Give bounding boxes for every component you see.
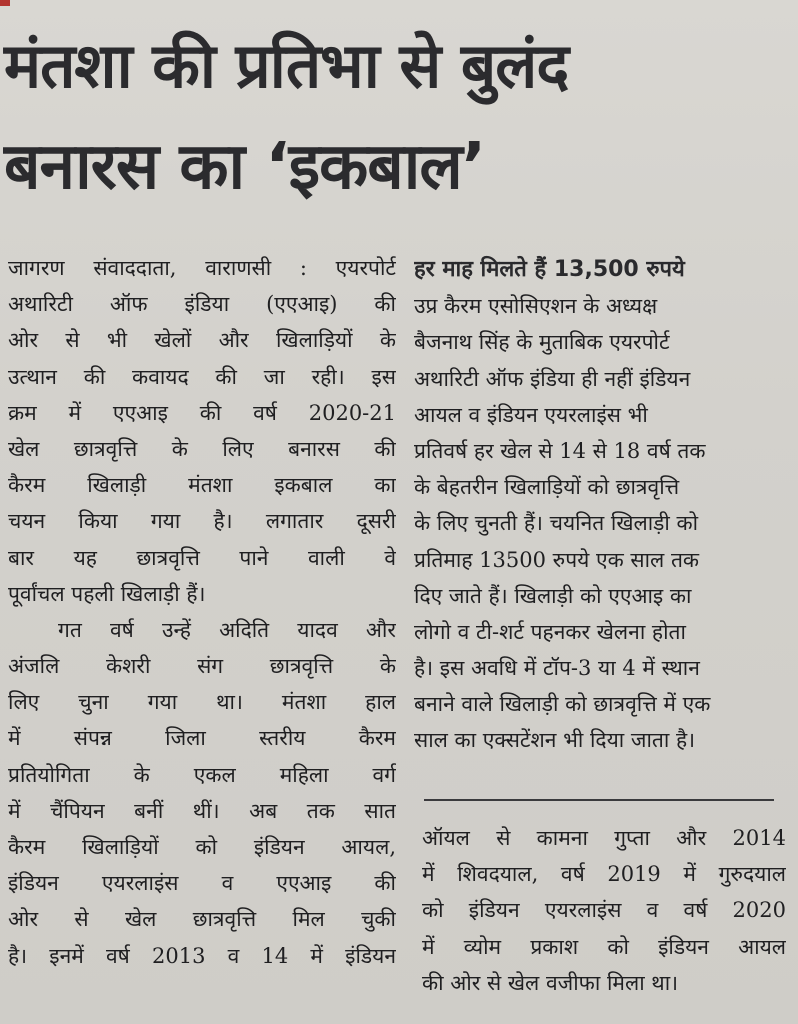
subheading: हर माह मिलते हैं 13,500 रुपये <box>414 257 685 282</box>
article-line: की ओर से खेल वजीफा मिला था। <box>422 970 679 995</box>
article-line: ओर से खेल छात्रवृत्ति मिल चुकी <box>8 907 396 932</box>
red-print-mark <box>0 0 10 6</box>
article-line: गत वर्ष उन्हें अदिति यादव और <box>58 617 396 642</box>
article-line: चयन किया गया है। लगातार दूसरी <box>8 509 396 534</box>
article-line: अथारिटी ऑफ इंडिया ही नहीं इंडियन <box>414 366 691 391</box>
article-line: अथारिटी ऑफ इंडिया (एएआइ) की <box>8 292 396 317</box>
article-line: क्रम में एएआइ की वर्ष 2020-21 <box>8 400 396 425</box>
article-line: साल का एक्सटेंशन भी दिया जाता है। <box>414 728 696 753</box>
article-line: में शिवदयाल, वर्ष 2019 में गुरुदयाल <box>422 862 786 887</box>
article-line: के लिए चुनती हैं। चयनित खिलाड़ी को <box>414 511 699 536</box>
article-line: में व्योम प्रकाश को इंडियन आयल <box>422 934 786 959</box>
article-line: उत्थान की कवायद की जा रही। इस <box>8 364 396 389</box>
article-line: ऑयल से कामना गुप्ता और 2014 <box>422 826 786 850</box>
headline-line-2: बनारस का ‘इकबाल’ <box>4 130 486 204</box>
article-line: उप्र कैरम एसोसिएशन के अध्यक्ष <box>414 294 658 319</box>
right-article-column <box>414 252 786 759</box>
article-line: बनाने वाले खिलाड़ी को छात्रवृत्ति में एक <box>414 692 711 717</box>
article-line: बैजनाथ सिंह के मुताबिक एयरपोर्ट <box>414 330 670 355</box>
article-line: प्रतिवर्ष हर खेल से 14 से 18 वर्ष तक <box>414 438 706 463</box>
article-line: आयल व इंडियन एयरलाइंस भी <box>414 402 648 427</box>
article-line: लोगो व टी-शर्ट पहनकर खेलना होता <box>414 619 686 644</box>
article-line: कैरम खिलाड़ी मंतशा इकबाल का <box>8 473 396 498</box>
article-line: है। इस अवधि में टॉप-3 या 4 में स्थान <box>414 656 700 681</box>
article-line: के बेहतरीन खिलाड़ियों को छात्रवृत्ति <box>414 475 680 500</box>
article-line: है। इनमें वर्ष 2013 व 14 में इंडियन <box>8 943 396 968</box>
article-line: में संपन्न जिला स्तरीय कैरम <box>8 726 396 751</box>
article-line: लिए चुना गया था। मंतशा हाल <box>8 690 396 715</box>
article-line: खेल छात्रवृत्ति के लिए बनारस की <box>8 436 396 461</box>
article-line: पूर्वांचल पहली खिलाड़ी हैं। <box>8 581 206 606</box>
article-line: दिए जाते हैं। खिलाड़ी को एएआइ का <box>414 583 692 608</box>
article-line: कैरम खिलाड़ियों को इंडियन आयल, <box>8 835 396 859</box>
article-line: जागरण संवाददाता, वाराणसी : एयरपोर्ट <box>8 256 396 280</box>
headline-line-1: मंतशा की प्रतिभा से बुलंद <box>4 29 569 102</box>
article-line: प्रतिमाह 13500 रुपये एक साल तक <box>414 547 700 572</box>
article-line: बार यह छात्रवृत्ति पाने वाली वे <box>8 545 396 570</box>
article-line: ओर से भी खेलों और खिलाड़ियों के <box>8 328 396 353</box>
article-line: प्रतियोगिता के एकल महिला वर्ग <box>8 762 396 787</box>
right-column-continuation <box>422 820 786 1001</box>
column-divider-rule <box>424 799 774 801</box>
article-line: में चैंपियन बनीं थीं। अब तक सात <box>8 798 396 823</box>
article-line: इंडियन एयरलाइंस व एएआइ की <box>8 871 396 896</box>
article-line: को इंडियन एयरलाइंस व वर्ष 2020 <box>422 898 786 923</box>
article-line: अंजलि केशरी संग छात्रवृत्ति के <box>8 654 396 679</box>
left-article-column <box>8 250 396 974</box>
